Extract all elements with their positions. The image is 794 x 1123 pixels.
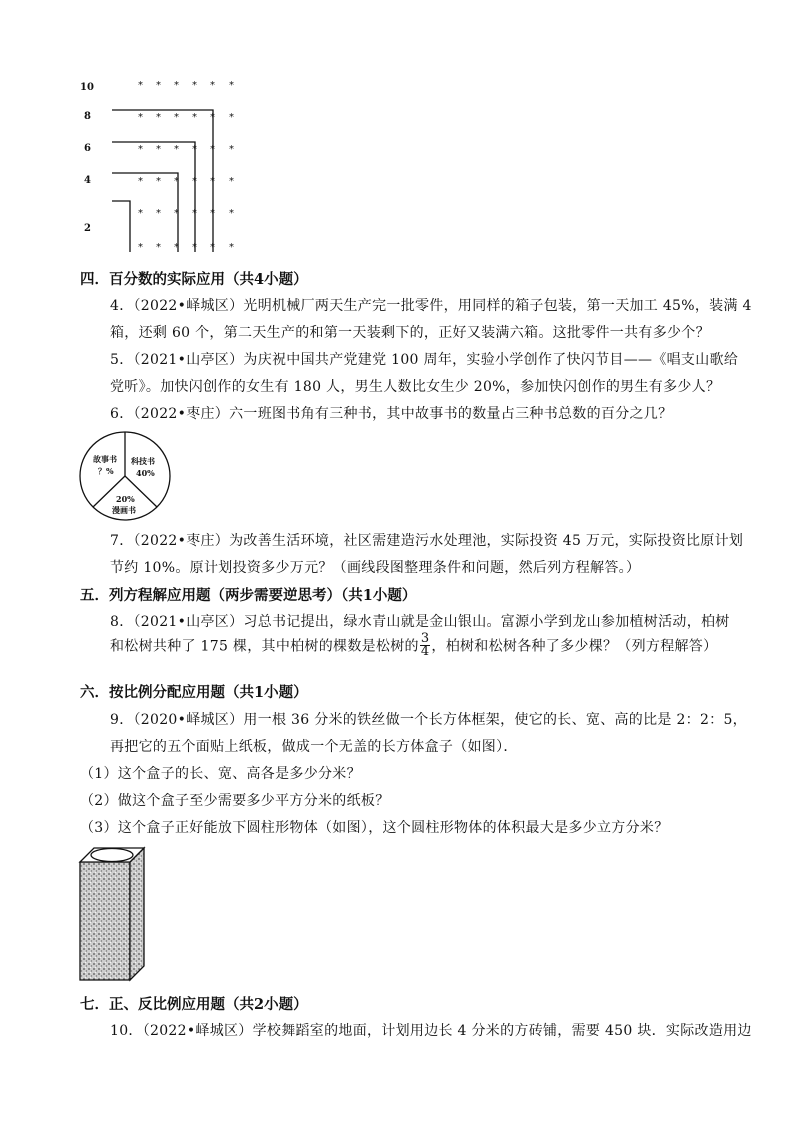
pie-story-label: 故事书	[93, 454, 117, 464]
q4-line-1: 4．（2022•峄城区）光明机械厂两天生产完一批零件，用同样的箱子包装，第一天加工 45%，装满 4	[110, 298, 752, 314]
section-4-title: 四．百分数的实际应用（共4小题）	[80, 271, 308, 288]
grid-dot: *	[229, 208, 234, 219]
dot-pattern-figure	[78, 76, 248, 254]
y-label-6: 6	[84, 143, 91, 154]
grid-dot: *	[156, 144, 161, 155]
grid-dot: *	[192, 144, 197, 155]
q5-line-1: 5．（2021•山亭区）为庆祝中国共产党建党 100 周年，实验小学创作了快闪节目——《唱支山歌给	[110, 352, 739, 368]
grid-dot: *	[210, 176, 215, 187]
pie-science-percent: 40%	[136, 468, 155, 478]
grid-dot: *	[229, 144, 234, 155]
y-label-10: 10	[80, 82, 94, 93]
grid-dot: *	[210, 112, 215, 123]
y-label-8: 8	[84, 111, 91, 122]
fraction-numerator: 3	[420, 631, 430, 646]
grid-dot: *	[229, 176, 234, 187]
grid-dot: *	[156, 80, 161, 91]
grid-dot: *	[174, 208, 179, 219]
grid-dot: *	[229, 80, 234, 91]
y-label-2: 2	[84, 223, 91, 234]
grid-dot: *	[174, 80, 179, 91]
grid-dot: *	[174, 112, 179, 123]
section-7-title: 七．正、反比例应用题（共2小题）	[80, 996, 308, 1013]
q9-line-2: 再把它的五个面贴上纸板，做成一个无盖的长方体盒子（如图）．	[110, 739, 518, 755]
q9-part-1: （1）这个盒子的长、宽、高各是多少分米？	[80, 766, 361, 782]
grid-dot: *	[138, 80, 143, 91]
cuboid-drawing	[78, 838, 150, 984]
fraction-three-quarters	[420, 633, 431, 658]
grid-dot: *	[192, 242, 197, 253]
q7-line-1: 7．（2022•枣庄）为改善生活环境，社区需建造污水处理池，实际投资 45 万元，实际投资比原计划	[110, 533, 744, 549]
y-label-4: 4	[84, 175, 91, 186]
q9-part-2: （2）做这个盒子至少需要多少平方分米的纸板？	[80, 793, 390, 809]
book-pie-chart	[78, 430, 174, 522]
grid-dot: *	[174, 242, 179, 253]
grid-dot: *	[156, 112, 161, 123]
grid-dot: *	[210, 208, 215, 219]
q9-line-1: 9．（2020•峄城区）用一根 36 分米的铁丝做一个长方体框架，使它的长、宽、高的比是 2：2：5，	[110, 712, 747, 728]
grid-dot: *	[138, 242, 143, 253]
grid-dot: *	[156, 176, 161, 187]
grid-dot: *	[210, 144, 215, 155]
q6-line-1: 6．（2022•枣庄）六一班图书角有三种书，其中故事书的数量占三种书总数的百分之几？	[110, 406, 673, 422]
grid-dot: *	[210, 242, 215, 253]
box-with-cylinder-figure	[78, 838, 150, 984]
grid-dot: *	[192, 80, 197, 91]
q5-line-2: 党听》。加快闪创作的女生有 180 人，男生人数比女生少 20%，参加快闪创作的男生有多少人？	[110, 379, 721, 395]
q8-line-2	[110, 633, 717, 658]
grid-dot: *	[192, 176, 197, 187]
grid-dot: *	[156, 208, 161, 219]
grid-dot: *	[174, 176, 179, 187]
grid-dot: *	[229, 112, 234, 123]
grid-dot: *	[192, 208, 197, 219]
pie-comic-label: 漫画书	[112, 505, 136, 515]
fraction-denominator: 4	[420, 644, 430, 659]
pie-science-label: 科技书	[131, 456, 155, 466]
q8-line-1: 8．（2021•山亭区）习总书记提出，绿水青山就是金山银山。富源小学到龙山参加植树活动，柏树	[110, 614, 730, 630]
pie-story-percent: ？%	[98, 466, 114, 476]
grid-dot: *	[138, 144, 143, 155]
section-6-title: 六．按比例分配应用题（共1小题）	[80, 684, 308, 701]
grid-dot: *	[192, 112, 197, 123]
q8-line-2-start: 和松树共种了 175 棵，其中柏树的棵数是松树的	[110, 638, 419, 655]
dot-grid-with-nested-l-lines	[78, 76, 248, 254]
q9-part-3: （3）这个盒子正好能放下圆柱形物体（如图），这个圆柱形物体的体积最大是多少立方分米？	[80, 820, 669, 836]
grid-dot: *	[229, 242, 234, 253]
q4-line-2: 箱，还剩 60 个，第二天生产的和第一天装剩下的，正好又装满六箱。这批零件一共有多少个？	[110, 325, 710, 341]
pie-comic-percent: 20%	[116, 494, 135, 504]
q8-line-2-end: ，柏树和松树各种了多少棵？（列方程解答）	[431, 638, 718, 655]
grid-dot: *	[138, 208, 143, 219]
grid-dot: *	[138, 176, 143, 187]
grid-dot: *	[138, 112, 143, 123]
grid-dot: *	[174, 144, 179, 155]
grid-dot: *	[156, 242, 161, 253]
q10-line-1: 10．（2022•峄城区）学校舞蹈室的地面，计划用边长 4 分米的方砖铺，需要 450 块．实际改造用边	[110, 1023, 752, 1039]
section-5-title: 五．列方程解应用题（两步需要逆思考）（共1小题）	[80, 587, 417, 604]
grid-dot: *	[210, 80, 215, 91]
q7-line-2: 节约 10%。原计划投资多少万元？（画线段图整理条件和问题，然后列方程解答。）	[110, 560, 641, 576]
